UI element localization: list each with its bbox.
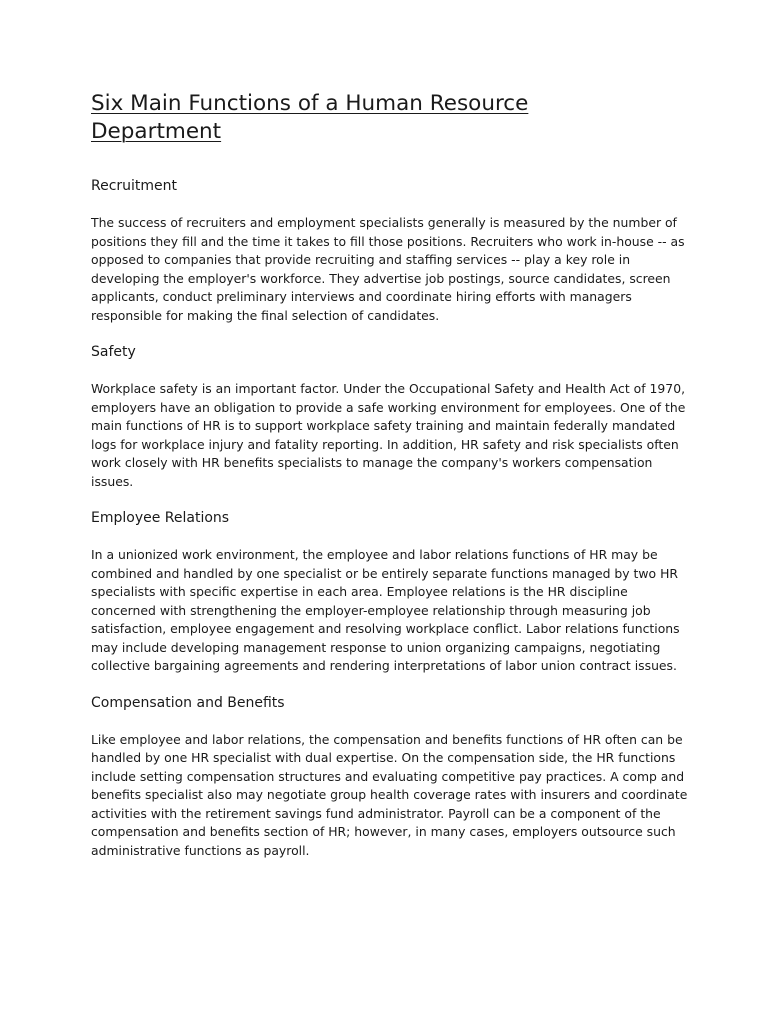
section-compensation-benefits xyxy=(91,693,708,861)
section-heading-employee-relations: Employee Relations xyxy=(91,510,230,526)
section-employee-relations xyxy=(91,508,708,676)
section-heading-safety: Safety xyxy=(91,344,136,360)
section-heading-compensation-benefits: Compensation and Benefits xyxy=(91,694,285,711)
document-title: Six Main Functions of a Human Resource Department xyxy=(91,91,529,144)
section-safety xyxy=(91,342,708,491)
section-recruitment xyxy=(91,176,708,325)
section-heading-recruitment: Recruitment xyxy=(91,178,178,194)
section-body-safety: Workplace safety is an important factor. Under the Occupational Safety and Health Act of 1970, employers have an obligation to provide a safe working environment for employees. One of the main functions of HR is to support workplace safety training and maintain federally mandated logs for workplace injury and fatality reporting. In addition, HR safety and risk specialists often work closely with HR benefits specialists to manage the company's workers compensation issues. xyxy=(91,381,686,489)
section-body-compensation-benefits: Like employee and labor relations, the compensation and benefits functions of HR often can be handled by one HR specialist with dual expertise. On the compensation side, the HR functions include setting compensation structures and evaluating competitive pay practices. A comp and benefits specialist also may negotiate group health coverage rates with insurers and coordinate activities with the retirement savings fund administrator. Payroll can be a component of the compensation and benefits section of HR; however, in many cases, employers outsource such administrative functions as payroll. xyxy=(91,731,688,858)
section-body-employee-relations: In a unionized work environment, the employee and labor relations functions of HR may be combined and handled by one specialist or be entirely separate functions managed by two HR specialists with specific expertise in each area. Employee relations is the HR discipline concerned with strengthening the employer-employee relationship through measuring job satisfaction, employee engagement and resolving workplace conflict. Labor relations functions may include developing management response to union organizing campaigns, negotiating collective bargaining agreements and rendering interpretations of labor union contract issues. xyxy=(91,547,680,673)
section-body-recruitment: The success of recruiters and employment specialists generally is measured by the number of positions they fill and the time it takes to fill those positions. Recruiters who work in-house -- as opposed to companies that provide recruiting and staffing services -- play a key role in developing the employer's workforce. They advertise job postings, source candidates, screen applicants, conduct preliminary interviews and coordinate hiring efforts with managers responsible for making the final selection of candidates. xyxy=(91,215,685,323)
